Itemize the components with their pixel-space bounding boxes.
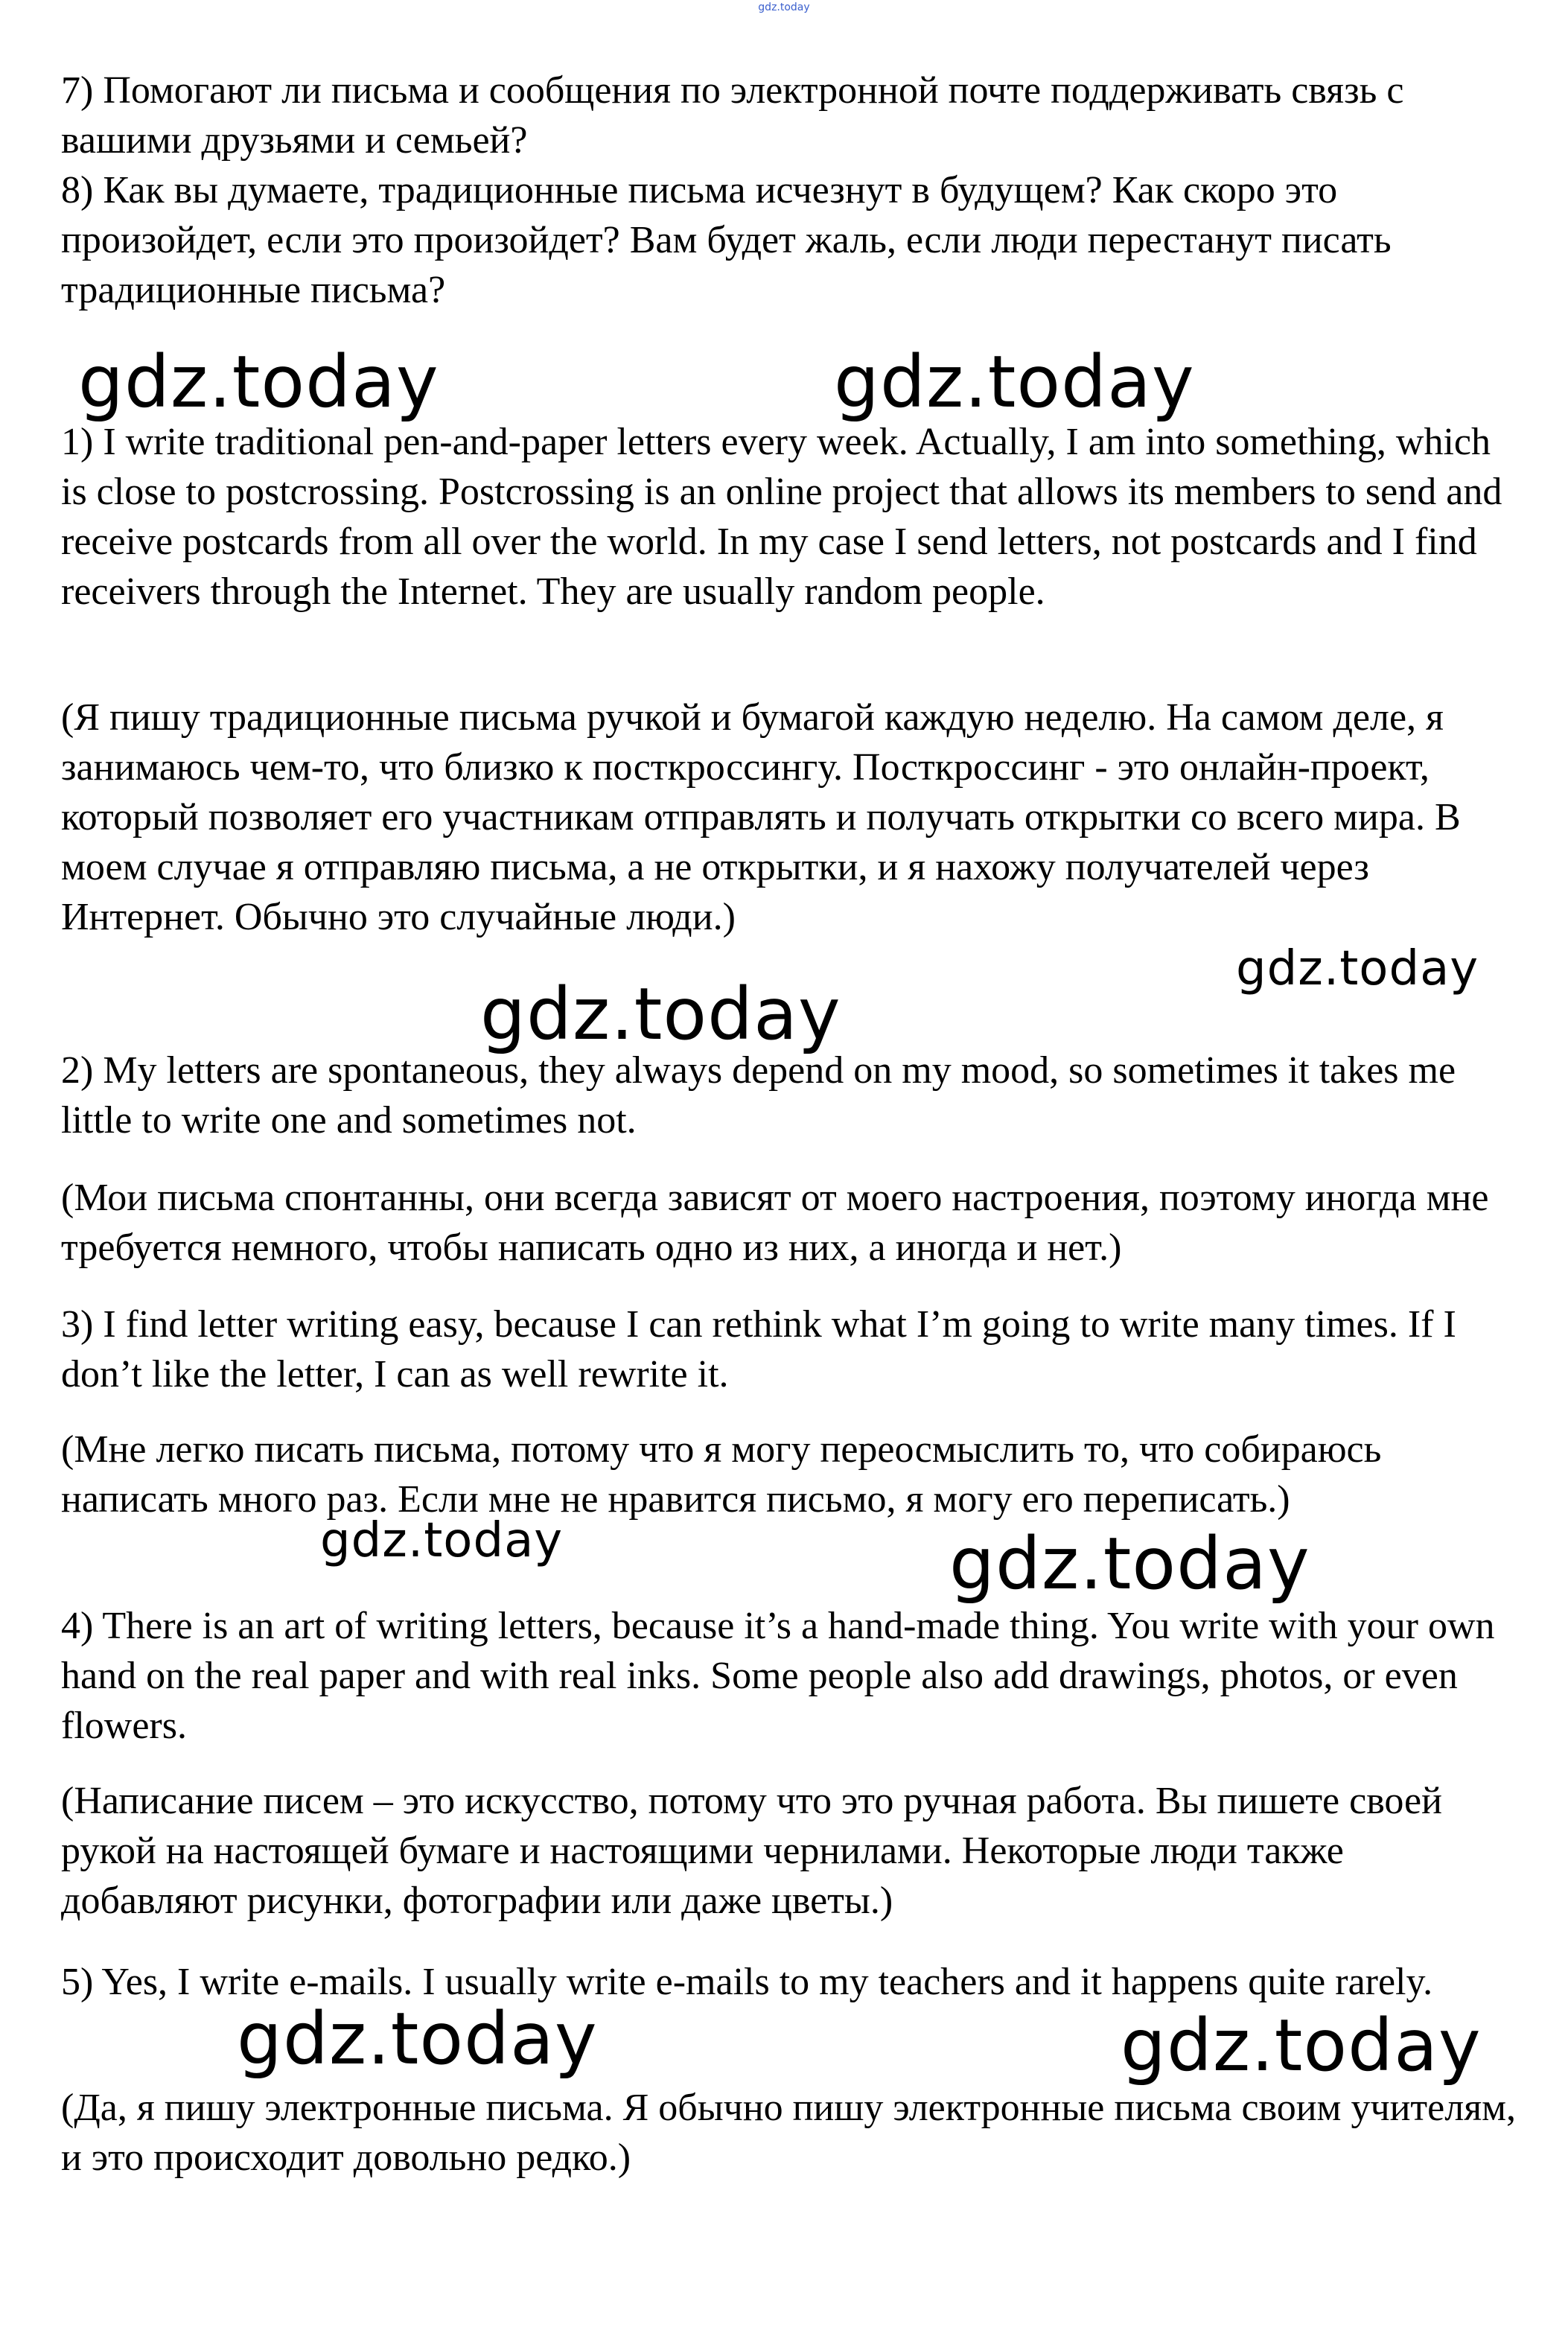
- answer-2-english: 2) My letters are spontaneous, they always depend on my mood, so sometimes it takes me little to write one and sometimes not.: [61, 1049, 1456, 1142]
- watermark: gdz.today: [480, 973, 841, 1056]
- answer-3-russian: (Мне легко писать письма, потому что я могу переосмыслить то, что собираюсь написать много раз. Если мне не нравится письмо, я могу его переписать.): [61, 1428, 1382, 1521]
- watermark: gdz.today: [1236, 941, 1479, 996]
- watermark: gdz.today: [1121, 2004, 1482, 2087]
- question-7: 7) Помогают ли письма и сообщения по электронной почте поддерживать связь с вашими друзьями и семьей?: [61, 69, 1404, 162]
- watermark: gdz.today: [237, 1997, 598, 2081]
- watermark: gdz.today: [320, 1513, 564, 1568]
- answer-5-russian: (Да, я пишу электронные письма. Я обычно пишу электронные письма своим учителям, и это происходит довольно редко.): [61, 2087, 1517, 2179]
- answer-4-russian: (Написание писем – это искусство, потому что это ручная работа. Вы пишете своей рукой на настоящей бумаге и настоящими чернилами. Некоторые люди также добавляют рисунки, фотографии или даже цветы.): [61, 1780, 1442, 1922]
- answer-4-english: 4) There is an art of writing letters, because it’s a hand-made thing. You write with your own hand on the real paper and with real inks. Some people also add drawings, photos, or even flowers.: [61, 1605, 1495, 1747]
- answer-1-russian: (Я пишу традиционные письма ручкой и бумагой каждую неделю. На самом деле, я занимаюсь чем-то, что близко к посткроссингу. Посткроссинг - это онлайн-проект, который позволяет его участникам отправлять и получать открытки со всего мира. В моем случае я отправляю письма, а не открытки, и я нахожу получателей через Интернет. Обычно это случайные люди.): [61, 696, 1461, 938]
- answer-2-russian: (Мои письма спонтанны, они всегда зависят от моего настроения, поэтому иногда мне требуется немного, чтобы написать одно из них, а иногда и нет.): [61, 1177, 1489, 1269]
- watermark: gdz.today: [834, 340, 1195, 424]
- watermark: gdz.today: [949, 1522, 1310, 1606]
- question-8: 8) Как вы думаете, традиционные письма исчезнут в будущем? Как скоро это произойдет, если это произойдет? Вам будет жаль, если люди перестанут писать традиционные письма?: [61, 169, 1392, 311]
- answer-1-english: 1) I write traditional pen-and-paper letters every week. Actually, I am into something, which is close to postcrossing. Postcrossing is an online project that allows its members to send and receive postcards from all over the world. In my case I send letters, not postcards and I find receivers through the Internet. They are usually random people.: [61, 421, 1502, 613]
- answer-3-english: 3) I find letter writing easy, because I can rethink what I’m going to write many times. If I don’t like the letter, I can as well rewrite it.: [61, 1303, 1456, 1396]
- header-watermark: gdz.today: [758, 1, 810, 13]
- watermark: gdz.today: [78, 340, 439, 424]
- answer-5-english: 5) Yes, I write e-mails. I usually write e-mails to my teachers and it happens quite rarely.: [61, 1961, 1433, 2003]
